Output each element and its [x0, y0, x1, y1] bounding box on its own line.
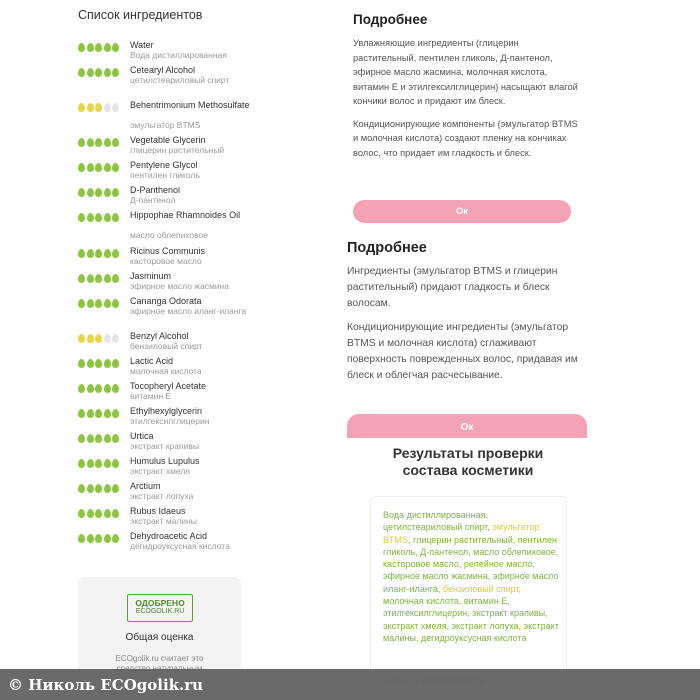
drop-icon	[78, 459, 85, 468]
drop-icon	[78, 359, 85, 368]
drop-icon	[87, 103, 94, 112]
drop-icon	[95, 188, 102, 197]
rating-drops-icon	[78, 213, 118, 223]
rating-drops-icon	[78, 249, 118, 259]
drop-icon	[87, 434, 94, 443]
drop-icon	[95, 43, 102, 52]
ingredient-name: Benzyl Alcohol	[130, 331, 189, 341]
ingredient-translation: экстракт малины	[130, 516, 197, 526]
drop-icon	[87, 188, 94, 197]
drop-icon	[95, 409, 102, 418]
rating-drops-icon	[78, 359, 118, 369]
results-title: Результаты проверки состава косметики	[392, 445, 544, 478]
overall-text: ECOgolik.ru считает это	[115, 654, 204, 663]
ingredient-name: Ethylhexylglycerin	[130, 406, 203, 416]
drop-icon	[104, 509, 111, 518]
drop-icon	[78, 334, 85, 343]
rating-drops-icon	[78, 484, 118, 494]
ingredient-translation: Д-пантенол	[130, 195, 176, 205]
drop-icon	[87, 138, 94, 147]
drop-icon	[104, 434, 111, 443]
modal1-paragraph-1: Увлажняющие ингредиенты (глицерин растительный, пентилен гликоль, Д-пантенол, эфирное масло жасмина, молочная кислота, витамин Е и этилгексилглицерин) насыщают влагой кончики волос и придают им блеск.	[353, 38, 578, 106]
drop-icon	[104, 534, 111, 543]
details-modal-2	[347, 240, 587, 392]
ingredient-translation: молочная кислота	[130, 366, 202, 376]
drop-icon	[95, 163, 102, 172]
drop-icon	[87, 359, 94, 368]
ingredient-translation: этилгексилглицерин	[130, 416, 210, 426]
results-ingredient-fragment: эмульгатор BTMS	[383, 522, 540, 545]
modal2-paragraph-2: Кондиционирующие ингредиенты (эмульгатор BTMS и молочная кислота) сглаживают поверхность поврежденных волос, придавая им блеск и облегчая расчесывание.	[347, 322, 578, 381]
drop-icon	[78, 43, 85, 52]
drop-icon	[95, 249, 102, 258]
ingredient-translation: экстракт хмеля	[130, 466, 190, 476]
drop-icon	[95, 509, 102, 518]
ingredient-name: Pentylene Glycol	[130, 160, 198, 170]
drop-icon	[112, 409, 119, 418]
drop-icon	[95, 384, 102, 393]
results-ingredient-fragment: , молочная кислота, витамин Е, этилгексилглицерин, экстракт крапивы, экстракт хмеля, экстракт лопуха, экстракт малины, дегидроуксусная кислота	[383, 583, 559, 643]
drop-icon	[78, 249, 85, 258]
drop-icon	[112, 163, 119, 172]
rating-drops-icon	[78, 188, 118, 198]
modal2-ok-button[interactable]: Ок	[347, 414, 587, 438]
drop-icon	[112, 43, 119, 52]
results-ingredient-fragment: Вода дистиллированная, цетилстеариловый спирт,	[383, 510, 493, 533]
ingredient-translation: глицерин растительный	[130, 145, 225, 155]
ingredient-translation: экстракт крапивы	[130, 441, 199, 451]
drop-icon	[95, 213, 102, 222]
details-modal-1	[353, 12, 583, 168]
ingredient-name: Rubus Idaeus	[130, 506, 186, 516]
drop-icon	[104, 103, 111, 112]
drop-icon	[95, 299, 102, 308]
drop-icon	[78, 484, 85, 493]
rating-drops-icon	[78, 509, 118, 519]
drop-icon	[78, 138, 85, 147]
drop-icon	[104, 188, 111, 197]
ingredient-name: Urtica	[130, 431, 154, 441]
drop-icon	[104, 68, 111, 77]
drop-icon	[104, 249, 111, 258]
drop-icon	[87, 274, 94, 283]
drop-icon	[112, 334, 119, 343]
drop-icon	[78, 534, 85, 543]
ingredient-name: Humulus Lupulus	[130, 456, 200, 466]
stamp-line1: ОДОБРЕНО	[135, 598, 185, 608]
drop-icon	[78, 274, 85, 283]
modal1-ok-button[interactable]: Ок	[353, 200, 571, 223]
ingredient-name: Cananga Odorata	[130, 296, 202, 306]
drop-icon	[87, 213, 94, 222]
drop-icon	[95, 274, 102, 283]
drop-icon	[87, 459, 94, 468]
ingredient-translation: бензиловый спирт	[130, 341, 203, 351]
rating-drops-icon	[78, 409, 118, 419]
drop-icon	[112, 359, 119, 368]
ingredient-name: Water	[130, 40, 154, 50]
drop-icon	[95, 484, 102, 493]
drop-icon	[87, 43, 94, 52]
drop-icon	[87, 163, 94, 172]
ingredient-list	[78, 8, 248, 32]
drop-icon	[95, 359, 102, 368]
overall-title: Общая оценка	[125, 632, 194, 643]
drop-icon	[78, 163, 85, 172]
drop-icon	[78, 188, 85, 197]
drop-icon	[95, 103, 102, 112]
drop-icon	[104, 359, 111, 368]
drop-icon	[78, 213, 85, 222]
drop-icon	[112, 299, 119, 308]
ingredient-name: Arctium	[130, 481, 161, 491]
drop-icon	[104, 213, 111, 222]
drop-icon	[104, 274, 111, 283]
ingredient-name: Behentrimonium Methosulfate	[130, 100, 250, 110]
ingredient-translation: эфирное масло иланг-иланга	[130, 306, 247, 316]
ingredient-name: Vegetable Glycerin	[130, 135, 206, 145]
drop-icon	[112, 188, 119, 197]
rating-drops-icon	[78, 384, 118, 394]
drop-icon	[87, 249, 94, 258]
drop-icon	[87, 68, 94, 77]
watermark-text: © Николь ECOgolik.ru	[8, 676, 204, 694]
ingredient-translation: витамин Е	[130, 391, 172, 401]
drop-icon	[104, 43, 111, 52]
drop-icon	[78, 434, 85, 443]
ingredient-name: Lactic Acid	[130, 356, 174, 366]
drop-icon	[112, 509, 119, 518]
modal1-title: Подробнее	[353, 12, 428, 27]
modal2-title: Подробнее	[347, 240, 427, 256]
drop-icon	[112, 249, 119, 258]
ingredient-name: Dehydroacetic Acid	[130, 531, 208, 541]
drop-icon	[78, 299, 85, 308]
rating-drops-icon	[78, 163, 118, 173]
ingredient-translation: касторовое масло	[130, 256, 202, 266]
drop-icon	[78, 509, 85, 518]
drop-icon	[112, 274, 119, 283]
modal2-paragraph-1: Ингредиенты (эмульгатор BTMS и глицерин растительный) придают гладкость и блеск волосам.	[347, 266, 558, 309]
drop-icon	[87, 484, 94, 493]
ingredient-translation: эфирное масло жасмина	[130, 281, 229, 291]
ingredient-name: D-Panthenol	[130, 185, 181, 195]
drop-icon	[112, 103, 119, 112]
drop-icon	[78, 68, 85, 77]
ingredient-name: Hippophae Rhamnoides Oil	[130, 210, 241, 220]
rating-drops-icon	[78, 274, 118, 284]
drop-icon	[95, 459, 102, 468]
results-ingredients-text	[383, 509, 559, 644]
ingredient-translation: Вода дистиллированная	[130, 50, 227, 60]
drop-icon	[104, 484, 111, 493]
rating-drops-icon	[78, 434, 118, 444]
drop-icon	[104, 299, 111, 308]
rating-drops-icon	[78, 138, 118, 148]
stamp-line2: ECOGOLIK.RU	[135, 608, 185, 615]
drop-icon	[104, 334, 111, 343]
rating-drops-icon	[78, 299, 118, 309]
ingredient-name: Cetearyl Alcohol	[130, 65, 196, 75]
drop-icon	[87, 509, 94, 518]
drop-icon	[87, 534, 94, 543]
drop-icon	[112, 213, 119, 222]
rating-drops-icon	[78, 534, 118, 544]
modal1-paragraph-2: Кондиционирующие компоненты (эмульгатор BTMS и молочная кислота) создают пленку на кончиках волос, что придает им гладкость и блеск.	[353, 118, 578, 158]
drop-icon	[87, 409, 94, 418]
drop-icon	[87, 299, 94, 308]
drop-icon	[112, 484, 119, 493]
drop-icon	[78, 409, 85, 418]
drop-icon	[112, 68, 119, 77]
ingredient-name: Jasminum	[130, 271, 172, 281]
drop-icon	[95, 68, 102, 77]
drop-icon	[104, 384, 111, 393]
results-box	[370, 496, 567, 696]
drop-icon	[87, 334, 94, 343]
ingredient-translation: пентилен гликоль	[130, 170, 200, 180]
drop-icon	[95, 138, 102, 147]
drop-icon	[95, 534, 102, 543]
approved-stamp	[127, 594, 193, 622]
drop-icon	[112, 384, 119, 393]
rating-drops-icon	[78, 459, 118, 469]
ingredient-name: Ricinus Communis	[130, 246, 206, 256]
drop-icon	[112, 459, 119, 468]
drop-icon	[112, 138, 119, 147]
drop-icon	[78, 384, 85, 393]
drop-icon	[95, 334, 102, 343]
rating-drops-icon	[78, 43, 118, 53]
ingredient-translation: экстракт лопуха	[130, 491, 194, 501]
drop-icon	[104, 409, 111, 418]
ingredient-name: Tocopheryl Acetate	[130, 381, 207, 391]
drop-icon	[78, 103, 85, 112]
ingredient-translation: дегидроуксусная кислота	[130, 541, 230, 551]
watermark-bar	[0, 669, 700, 700]
ingredient-translation: масло облепиховое	[130, 230, 208, 240]
drop-icon	[95, 434, 102, 443]
results-ingredient-fragment: бензиловый спирт	[442, 583, 519, 594]
results-ingredient-fragment: , глицерин растительный, пентилен гликоль, Д-пантенол, масло облепиховое, касторовое масло, репейное масло, эфирное масло жасмина, эфирное масло иланг-иланга,	[383, 534, 559, 594]
drop-icon	[87, 384, 94, 393]
drop-icon	[112, 434, 119, 443]
ingredient-translation: эмульгатор BTMS	[130, 120, 201, 130]
rating-drops-icon	[78, 103, 118, 113]
rating-drops-icon	[78, 334, 118, 344]
drop-icon	[112, 534, 119, 543]
drop-icon	[104, 138, 111, 147]
drop-icon	[104, 163, 111, 172]
ingredient-translation: цетилстеариловый спирт	[130, 75, 230, 85]
drop-icon	[104, 459, 111, 468]
ingredient-list-title: Список ингредиентов	[78, 8, 203, 22]
rating-drops-icon	[78, 68, 118, 78]
